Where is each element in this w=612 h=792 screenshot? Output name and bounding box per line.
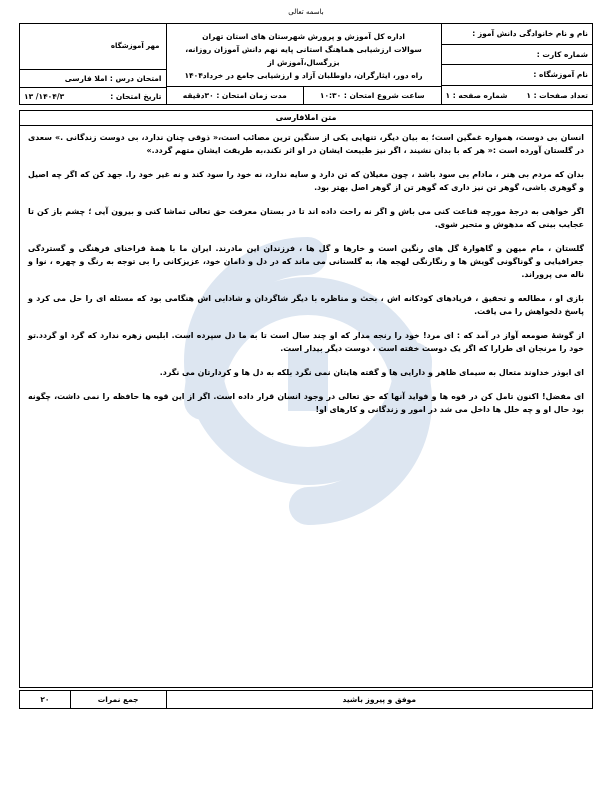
student-info-block bbox=[441, 24, 592, 104]
dictation-text bbox=[20, 131, 592, 427]
pages-count-label: تعداد صفحات : bbox=[533, 91, 588, 101]
pages-count bbox=[526, 91, 588, 100]
paragraph-7: ای ابوذر خداوند متعال به سیمای ظاهر و دارایی ها و گفته هایتان نمی نگرد بلکه به دل ها و کردارتان می نگرد. bbox=[159, 368, 584, 377]
exam-date-value: ۱۴۰۴/۳/ ۱۳ bbox=[24, 91, 65, 101]
school-block bbox=[20, 24, 165, 104]
paragraph-2: بدان که مردم بی هنر ، مادام بی سود باشد ، چون مغیلان که تن دارد و سایه ندارد، نه خود را سود کند و نه غیر خود را. جهد کن که اگر چه اصیل و گوهری باشی، گوهر تن نیز داری که گوهر تن از گوهر اصل بهتر بود. bbox=[28, 170, 584, 192]
exam-title-line-1: اداره کل آموزش و پرورش شهرستان های استان تهران bbox=[202, 32, 405, 41]
dictation-panel bbox=[19, 110, 593, 688]
exam-title-line-3: راه دور، ایثارگران، داوطلبان آزاد و ارزشیابی جامع در خرداد۱۴۰۴ bbox=[184, 71, 423, 80]
exam-time-row bbox=[167, 86, 441, 104]
dictation-title: متن املافارسی bbox=[20, 111, 592, 126]
exam-header bbox=[19, 23, 593, 105]
pages-count-value: ۱ bbox=[526, 91, 531, 101]
good-luck-message: موفق و پیروز باشید bbox=[166, 691, 593, 708]
paragraph-8: ای مفضل! اکنون تامل کن در قوه ها و فواید آنها که حق تعالی در وجود انسان قرار داده است. اگر از این قوه ها حافظه را نمی داشت، چگونه بود حال او و چه خلل ها داخل می شد در امور و زندگانی و کارهای او! bbox=[28, 392, 584, 414]
page-number-value: ۱ bbox=[445, 91, 451, 101]
exam-date-row bbox=[20, 88, 165, 106]
exam-duration: مدت زمان امتحان : ۳۰دقیقه bbox=[182, 91, 287, 100]
page-number bbox=[446, 91, 508, 100]
page-number-label: شماره صفحه : bbox=[452, 91, 508, 101]
student-name-field: نام و نام خانوادگی دانش آموز : bbox=[442, 24, 592, 45]
paragraph-5: بازی او ، مطالعه و تحقیق ، فریادهای کودکانه اش ، بحث و مناظره با دیگر شاگردان و شادابی اش هنگامی بود که مسئله ای را حل می کرد و پاسخ دلخواهش را می یافت. bbox=[28, 294, 584, 316]
exam-footer bbox=[19, 690, 593, 709]
exam-title bbox=[167, 24, 441, 88]
course-name: امتحان درس : املا فارسی bbox=[20, 70, 165, 88]
card-number-field: شماره کارت : bbox=[442, 45, 592, 66]
paragraph-3: اگر خواهی به درجهٔ مورچه قناعت کنی می باش و اگر نه راحت داده اند تا در بستان معرفت حق تعالی تماشا کنی و بیرون آیی ؛ چشم باز کن تا عجایب بینی که مدهوش و متحیر شوی. bbox=[28, 207, 584, 229]
exam-title-block bbox=[166, 24, 441, 104]
school-seal: مهر آموزشگاه bbox=[20, 24, 165, 70]
paragraph-4: گلستان ، مام میهن و گاهوارهٔ گل های رنگین است و خارها و گل ها ، فرزندان این مادرند. ایران ما با همهٔ فراخنای فرهنگی و گستردگی جغرافیایی و گوناگونی گویش ها و رنگارنگی لهجه ها، به گلستانی می ماند که در دل و دامان خود، عزیزکانی را بی توجه به رنگ و چهره ، نوا و ناله می پروراند. bbox=[28, 244, 584, 279]
total-score-value: ۲۰ bbox=[40, 695, 50, 704]
header-invocation: باسمه تعالی bbox=[288, 8, 324, 16]
school-name-field: نام آموزشگاه : bbox=[442, 65, 592, 86]
paragraph-6: از گوشهٔ صومعه آواز در آمد که : ای مرد! خود را رنجه مدار که او چند سال است تا به ما دل سپرده است. ابلیس زهره ندارد که گرد او گردد.تو خود را مرنجان ای طرارا که اگر یک دوست خفته است ، دوست دیگر بیدار است. bbox=[28, 331, 584, 353]
paragraph-1: انسان بی دوست، همواره غمگین است؛ به بیان دیگر، تنهایی یکی از سنگین ترین مصائب است،« ذوقی چنان ندارد، بی دوست زندگانی .» سعدی در گلستان آورده است :« هر که با بدان نشیند ، اگر نیز طبیعت ایشان در او اثر نکند،به طریقت ایشان متهم گردد.» bbox=[28, 133, 584, 155]
exam-date-label: تاریخ امتحان : bbox=[110, 91, 162, 101]
total-score-label: جمع نمرات bbox=[70, 691, 166, 708]
pages-row bbox=[442, 86, 592, 107]
exam-title-line-2: سوالات ارزشیابی هماهنگ استانی پایه نهم دانش آموزان روزانه، بزرگسال،آموزش از bbox=[185, 45, 422, 67]
exam-start-time: ساعت شروع امتحان : ۱۰:۳۰ bbox=[303, 87, 441, 104]
